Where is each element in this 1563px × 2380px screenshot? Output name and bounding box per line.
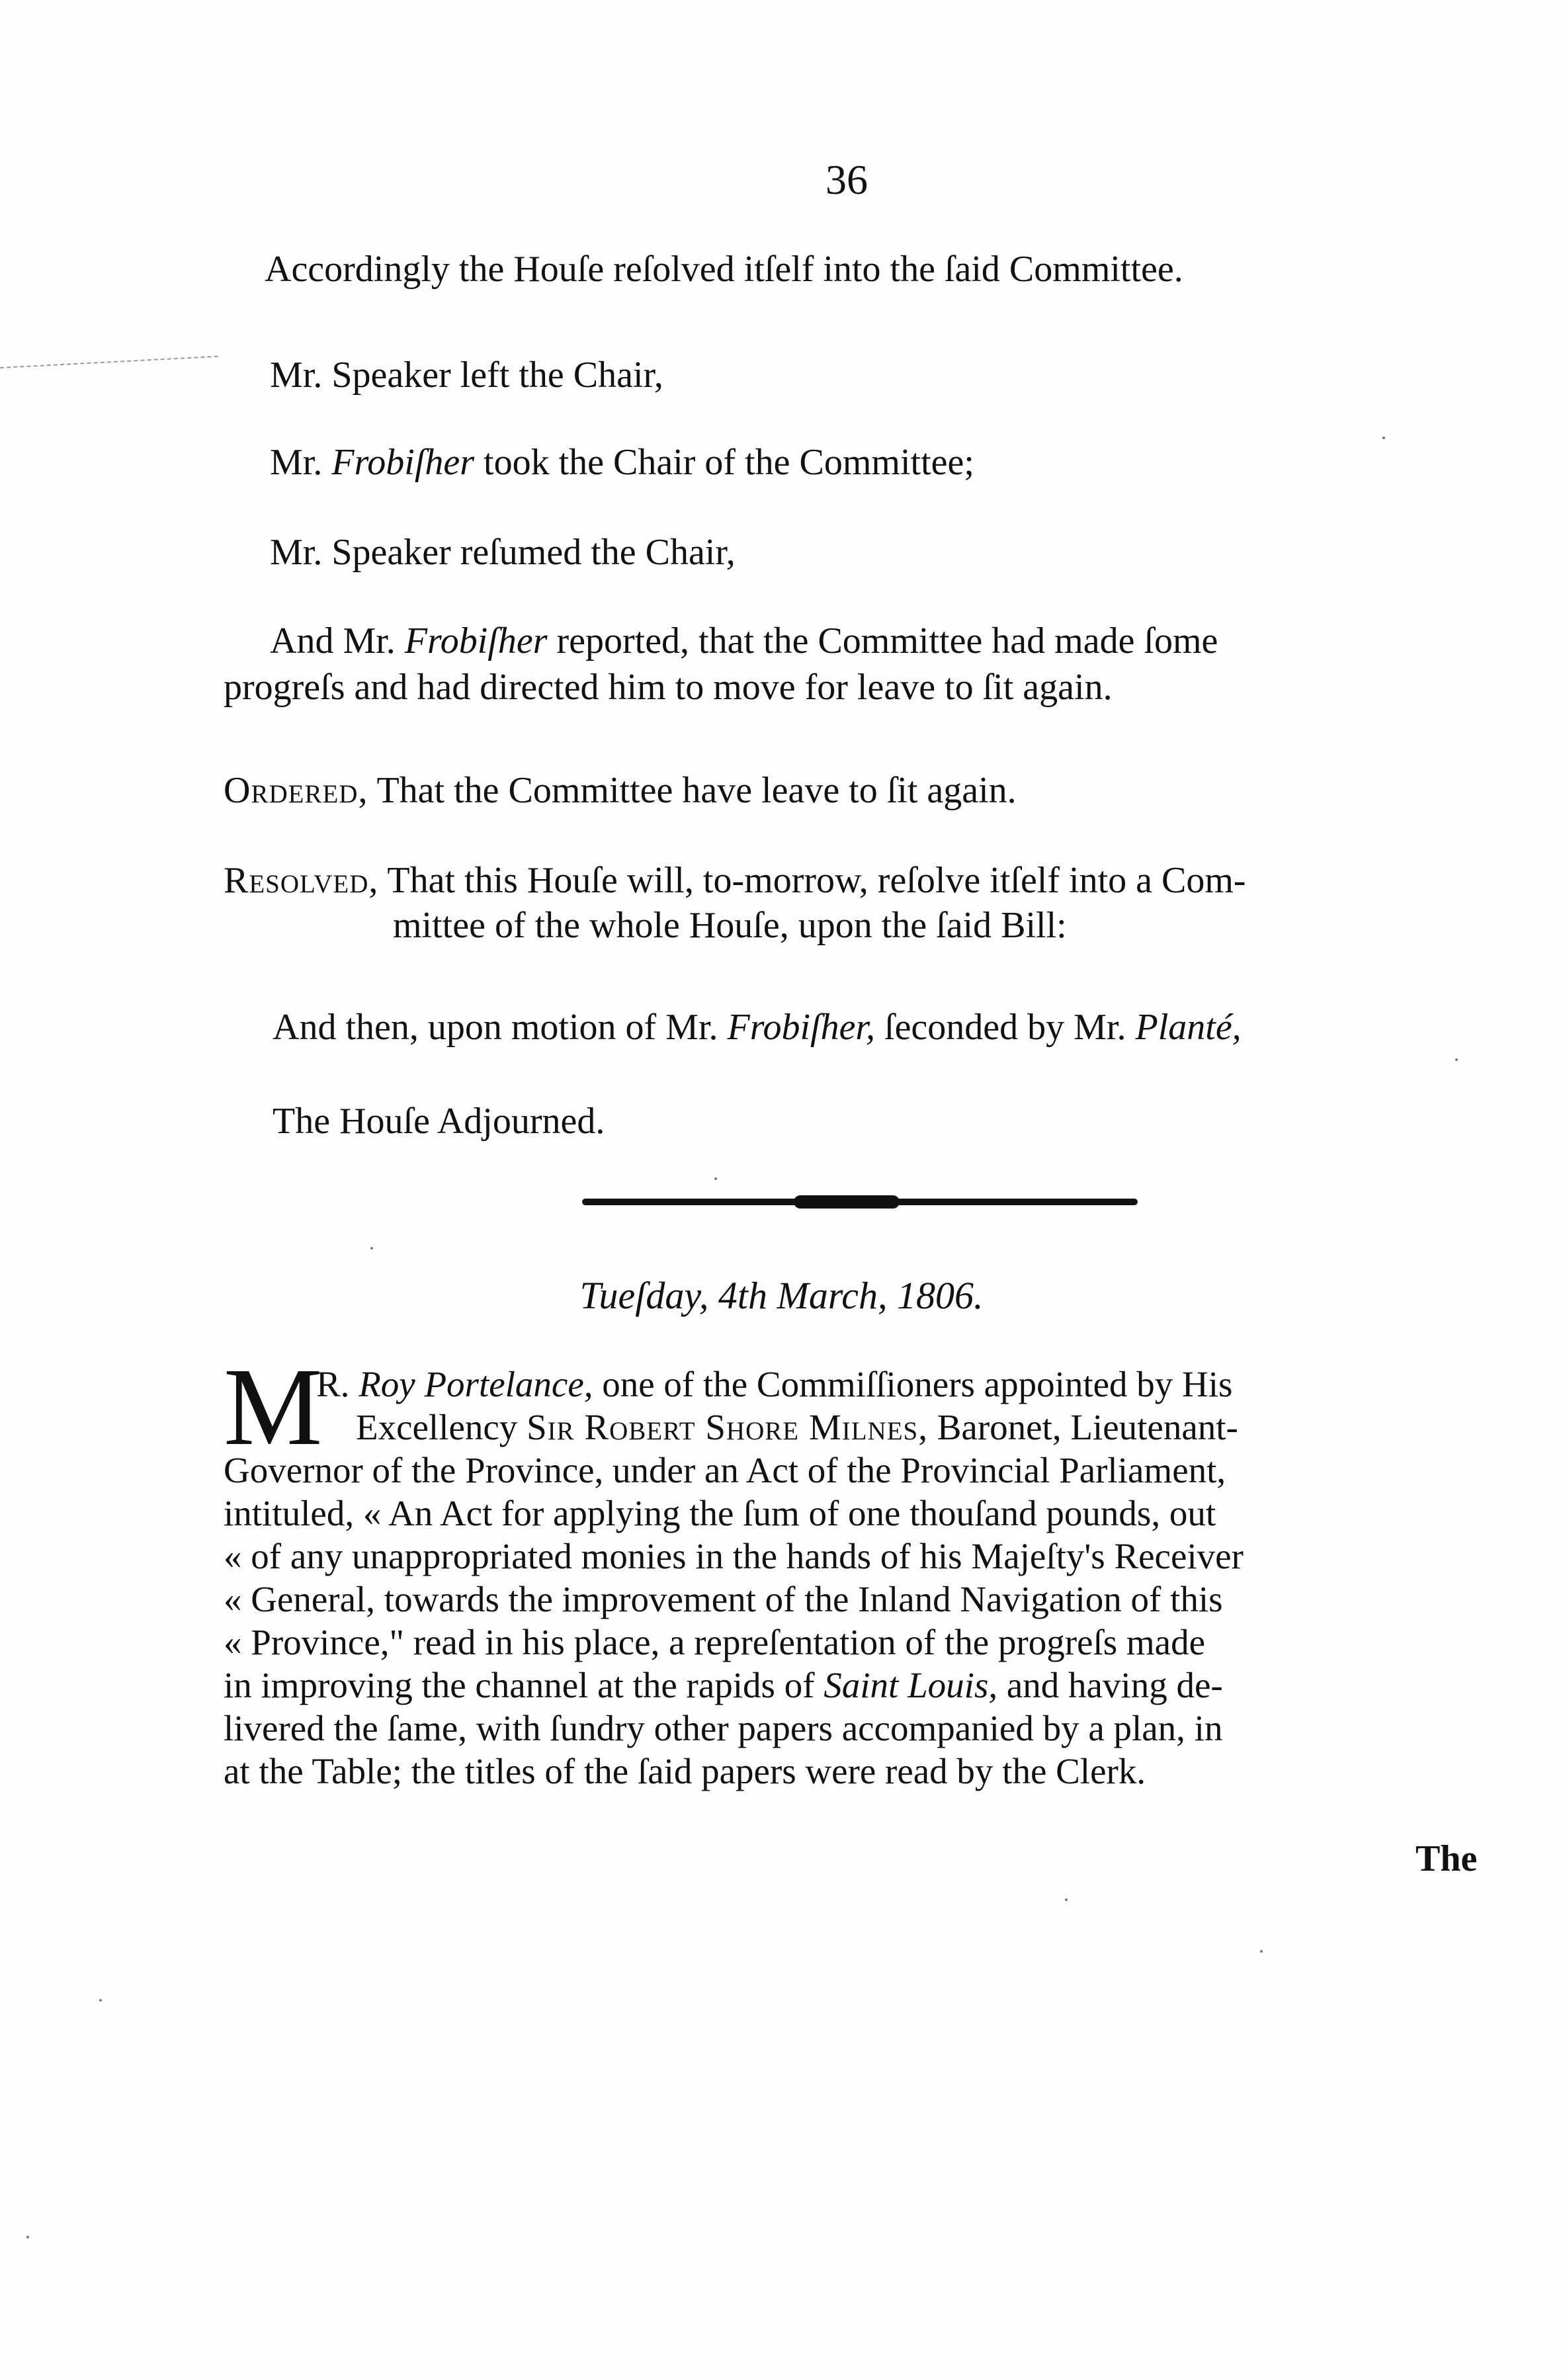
drop-cap-letter: M <box>224 1345 323 1468</box>
scan-speck <box>714 1177 717 1180</box>
paragraph-line-9: livered the ſame, with ſundry other papers accompanied by a plan, in <box>224 1708 1223 1748</box>
paragraph-line-6: « General, towards the improvement of the Inland Navigation of this <box>224 1579 1223 1619</box>
paragraph-line-5: « of any unappropriated monies in the hands of his Majeſty's Receiver <box>224 1536 1244 1576</box>
paragraph-line-1-c: one of the Commiſſioners appointed by His <box>593 1364 1233 1404</box>
text-line-ordered <box>224 767 1017 814</box>
name-frobisher: Frobiſher <box>331 442 475 483</box>
scan-speck <box>99 1999 102 2002</box>
scan-speck <box>26 2236 29 2238</box>
paragraph-line-4: intituled, « An Act for applying the ſum of one thouſand pounds, out <box>224 1493 1216 1533</box>
text-line-3-prefix: Mr. <box>270 442 332 483</box>
section-divider-rule <box>582 1199 1138 1205</box>
name-roy-portelance: Roy Portelance, <box>359 1364 593 1404</box>
stray-dash-mark <box>0 356 218 368</box>
scan-speck <box>1382 437 1385 439</box>
motion-seconded: ſeconded by Mr. <box>875 1007 1136 1048</box>
paragraph-line-7: « Province," read in his place, a repreſentation of the progreſs made <box>224 1622 1205 1662</box>
text-line-3 <box>270 439 974 486</box>
ordered-label: Ordered, <box>224 770 368 811</box>
paragraph-line-2 <box>356 1406 1238 1449</box>
motion-prefix: And then, upon motion of Mr. <box>273 1007 728 1048</box>
name-frobisher: Frobiſher, <box>727 1007 876 1048</box>
text-line-adjourned: The Houſe Adjourned. <box>273 1101 605 1142</box>
date-heading: Tueſday, 4th March, 1806. <box>579 1274 984 1317</box>
name-sir-robert-shore-milnes: Sir Robert Shore Milnes, <box>527 1407 928 1447</box>
name-saint-louis: Saint Louis, <box>824 1665 998 1705</box>
catchword: The <box>1415 1838 1478 1879</box>
scan-speck <box>370 1247 373 1250</box>
resolved-text: That this Houſe will, to-morrow, reſolve itſelf into a Com- <box>378 860 1246 901</box>
text-line-5-suffix: reported, that the Committee had made ſome <box>547 620 1218 661</box>
resolved-label: Resolved, <box>224 860 379 901</box>
name-plante: Planté, <box>1135 1007 1242 1048</box>
paragraph-line-1 <box>316 1363 1232 1406</box>
text-line-3-suffix: took the Chair of the Committee; <box>474 442 974 483</box>
scan-speck <box>1065 1898 1068 1901</box>
text-line-4: Mr. Speaker reſumed the Chair, <box>270 532 736 573</box>
paragraph-line-8 <box>224 1664 1223 1707</box>
text-line-resolved <box>224 857 1246 904</box>
paragraph-line-8-c: and having de- <box>997 1665 1223 1705</box>
text-line-1: Accordingly the Houſe reſolved itſelf into the ſaid Committee. <box>265 249 1183 290</box>
text-line-5-prefix: And Mr. <box>270 620 405 661</box>
scan-speck <box>1260 1950 1263 1953</box>
paragraph-line-3: Governor of the Province, under an Act of the Provincial Parliament, <box>224 1450 1226 1490</box>
text-line-6: progreſs and had directed him to move for leave to ſit again. <box>224 667 1113 708</box>
paragraph-line-10: at the Table; the titles of the ſaid papers were read by the Clerk. <box>224 1751 1146 1791</box>
paragraph-line-2-c: Baronet, Lieutenant- <box>927 1407 1238 1447</box>
paragraph-line-8-a: in improving the channel at the rapids of <box>224 1665 824 1705</box>
paragraph-line-1-a: R. <box>316 1364 359 1404</box>
text-line-motion <box>273 1004 1242 1050</box>
page-number: 36 <box>825 156 868 203</box>
text-line-2: Mr. Speaker left the Chair, <box>270 355 663 396</box>
name-frobisher: Frobiſher <box>404 620 548 661</box>
text-line-resolved-cont: mittee of the whole Houſe, upon the ſaid Bill: <box>393 905 1067 946</box>
text-line-5 <box>270 618 1218 664</box>
ordered-text: That the Committee have leave to ſit again. <box>368 770 1017 811</box>
paragraph-line-2-a: Excellency <box>356 1407 527 1447</box>
scan-speck <box>1455 1058 1458 1061</box>
